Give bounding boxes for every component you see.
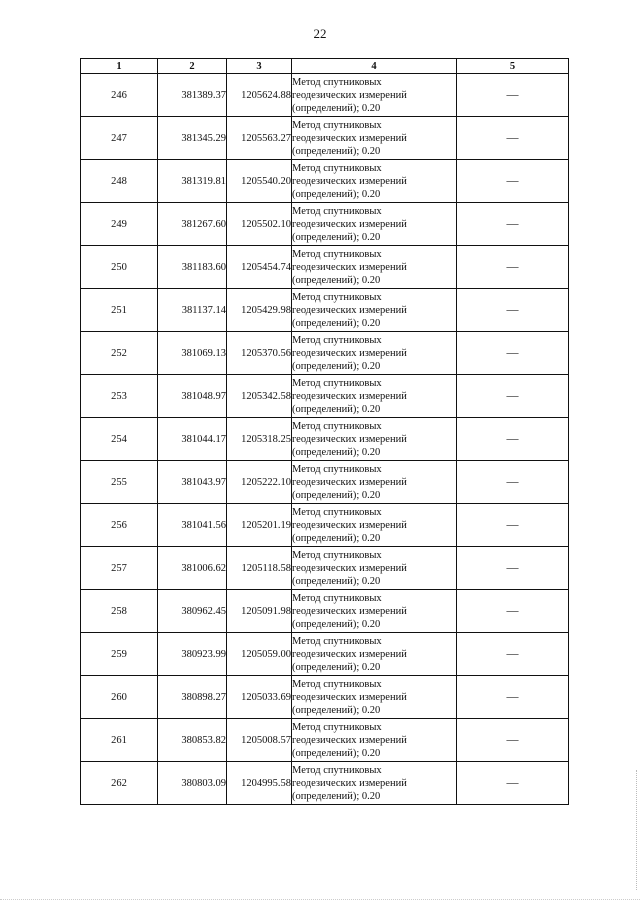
description-cell — [457, 160, 569, 203]
method-text-line: геодезических измерений — [292, 132, 407, 144]
y-coordinate-cell: 1205429.98 — [227, 289, 292, 332]
table-row — [81, 633, 569, 676]
description-cell — [457, 117, 569, 160]
header-col-4: 4 — [292, 59, 457, 74]
method-text-line: геодезических измерений — [292, 605, 407, 617]
method-text-line: геодезических измерений — [292, 648, 407, 660]
method-text-line: геодезических измерений — [292, 347, 407, 359]
method-text-line: геодезических измерений — [292, 218, 407, 230]
dash-mark: — — [506, 173, 519, 187]
description-cell — [457, 203, 569, 246]
header-col-3: 3 — [227, 59, 292, 74]
method-text-line: (определений); 0.20 — [292, 532, 381, 544]
description-cell — [457, 332, 569, 375]
page-number: 22 — [313, 26, 327, 41]
dash-mark: — — [506, 517, 519, 531]
method-cell — [292, 74, 457, 117]
x-coordinate-cell: 381044.17 — [158, 418, 227, 461]
method-cell — [292, 676, 457, 719]
dash-mark: — — [506, 87, 519, 101]
point-number-cell: 253 — [81, 375, 158, 418]
method-text-line: (определений); 0.20 — [292, 102, 381, 114]
method-text-line: Метод спутниковых — [292, 592, 382, 604]
point-number-cell: 251 — [81, 289, 158, 332]
method-cell — [292, 461, 457, 504]
method-text-line: геодезических измерений — [292, 519, 407, 531]
table-row — [81, 332, 569, 375]
method-cell — [292, 117, 457, 160]
method-text-line: (определений); 0.20 — [292, 704, 381, 716]
method-text-line: (определений); 0.20 — [292, 231, 381, 243]
table-row — [81, 74, 569, 117]
method-cell — [292, 160, 457, 203]
method-text-line: геодезических измерений — [292, 476, 407, 488]
method-text-line: геодезических измерений — [292, 261, 407, 273]
y-coordinate-cell: 1205033.69 — [227, 676, 292, 719]
y-coordinate-cell: 1205318.25 — [227, 418, 292, 461]
table-row — [81, 117, 569, 160]
y-coordinate-cell: 1205563.27 — [227, 117, 292, 160]
method-text-line: Метод спутниковых — [292, 162, 382, 174]
point-number-cell: 257 — [81, 547, 158, 590]
method-text-line: (определений); 0.20 — [292, 274, 381, 286]
method-cell — [292, 246, 457, 289]
method-text-line: Метод спутниковых — [292, 205, 382, 217]
method-text-line: геодезических измерений — [292, 562, 407, 574]
description-cell — [457, 676, 569, 719]
description-cell — [457, 418, 569, 461]
table-body — [81, 74, 569, 805]
method-cell — [292, 418, 457, 461]
dash-mark: — — [506, 302, 519, 316]
y-coordinate-cell: 1205222.10 — [227, 461, 292, 504]
method-text-line: геодезических измерений — [292, 89, 407, 101]
point-number-cell: 258 — [81, 590, 158, 633]
method-text-line: геодезических измерений — [292, 304, 407, 316]
table-row — [81, 289, 569, 332]
dash-mark: — — [506, 259, 519, 273]
method-cell — [292, 590, 457, 633]
method-text-line: (определений); 0.20 — [292, 575, 381, 587]
y-coordinate-cell: 1205342.58 — [227, 375, 292, 418]
method-text-line: геодезических измерений — [292, 734, 407, 746]
y-coordinate-cell: 1205454.74 — [227, 246, 292, 289]
method-cell — [292, 762, 457, 805]
y-coordinate-cell: 1205502.10 — [227, 203, 292, 246]
y-coordinate-cell: 1205201.19 — [227, 504, 292, 547]
method-cell — [292, 504, 457, 547]
method-text-line: (определений); 0.20 — [292, 446, 381, 458]
x-coordinate-cell: 381041.56 — [158, 504, 227, 547]
dash-mark: — — [506, 431, 519, 445]
description-cell — [457, 633, 569, 676]
x-coordinate-cell: 381389.37 — [158, 74, 227, 117]
x-coordinate-cell: 380803.09 — [158, 762, 227, 805]
table-row — [81, 418, 569, 461]
header-col-1: 1 — [81, 59, 158, 74]
coordinates-table — [80, 58, 569, 805]
y-coordinate-cell: 1205059.00 — [227, 633, 292, 676]
y-coordinate-cell: 1205540.20 — [227, 160, 292, 203]
table-row — [81, 461, 569, 504]
description-cell — [457, 762, 569, 805]
y-coordinate-cell: 1205624.88 — [227, 74, 292, 117]
dash-mark: — — [506, 345, 519, 359]
description-cell — [457, 461, 569, 504]
method-cell — [292, 289, 457, 332]
method-text-line: Метод спутниковых — [292, 334, 382, 346]
method-cell — [292, 719, 457, 762]
method-cell — [292, 547, 457, 590]
scan-artifact-right — [636, 770, 638, 890]
method-text-line: (определений); 0.20 — [292, 618, 381, 630]
y-coordinate-cell: 1205008.57 — [227, 719, 292, 762]
method-cell — [292, 375, 457, 418]
table-row — [81, 246, 569, 289]
point-number-cell: 256 — [81, 504, 158, 547]
table-row — [81, 762, 569, 805]
x-coordinate-cell: 381319.81 — [158, 160, 227, 203]
point-number-cell: 247 — [81, 117, 158, 160]
point-number-cell: 254 — [81, 418, 158, 461]
point-number-cell: 248 — [81, 160, 158, 203]
dash-mark: — — [506, 732, 519, 746]
x-coordinate-cell: 381137.14 — [158, 289, 227, 332]
method-text-line: (определений); 0.20 — [292, 188, 381, 200]
method-text-line: Метод спутниковых — [292, 764, 382, 776]
table-row — [81, 676, 569, 719]
dash-mark: — — [506, 474, 519, 488]
method-text-line: (определений); 0.20 — [292, 403, 381, 415]
table-row — [81, 547, 569, 590]
x-coordinate-cell: 381345.29 — [158, 117, 227, 160]
method-text-line: (определений); 0.20 — [292, 747, 381, 759]
point-number-cell: 261 — [81, 719, 158, 762]
dash-mark: — — [506, 603, 519, 617]
table-header-row — [81, 59, 569, 74]
method-text-line: геодезических измерений — [292, 175, 407, 187]
method-cell — [292, 633, 457, 676]
method-text-line: Метод спутниковых — [292, 248, 382, 260]
y-coordinate-cell: 1205091.98 — [227, 590, 292, 633]
table-row — [81, 203, 569, 246]
method-text-line: Метод спутниковых — [292, 635, 382, 647]
description-cell — [457, 246, 569, 289]
method-cell — [292, 203, 457, 246]
description-cell — [457, 590, 569, 633]
point-number-cell: 255 — [81, 461, 158, 504]
dash-mark: — — [506, 560, 519, 574]
table-row — [81, 504, 569, 547]
x-coordinate-cell: 380923.99 — [158, 633, 227, 676]
method-text-line: геодезических измерений — [292, 691, 407, 703]
table-row — [81, 719, 569, 762]
method-text-line: (определений); 0.20 — [292, 317, 381, 329]
dash-mark: — — [506, 388, 519, 402]
point-number-cell: 259 — [81, 633, 158, 676]
method-text-line: Метод спутниковых — [292, 506, 382, 518]
table-row — [81, 590, 569, 633]
method-text-line: Метод спутниковых — [292, 291, 382, 303]
method-text-line: (определений); 0.20 — [292, 145, 381, 157]
dash-mark: — — [506, 689, 519, 703]
description-cell — [457, 375, 569, 418]
description-cell — [457, 504, 569, 547]
description-cell — [457, 289, 569, 332]
method-text-line: Метод спутниковых — [292, 549, 382, 561]
x-coordinate-cell: 380853.82 — [158, 719, 227, 762]
method-text-line: (определений); 0.20 — [292, 661, 381, 673]
y-coordinate-cell: 1204995.58 — [227, 762, 292, 805]
method-cell — [292, 332, 457, 375]
point-number-cell: 260 — [81, 676, 158, 719]
table-row — [81, 160, 569, 203]
method-text-line: геодезических измерений — [292, 777, 407, 789]
method-text-line: (определений); 0.20 — [292, 360, 381, 372]
table-row — [81, 375, 569, 418]
point-number-cell: 262 — [81, 762, 158, 805]
x-coordinate-cell: 381006.62 — [158, 547, 227, 590]
method-text-line: Метод спутниковых — [292, 420, 382, 432]
x-coordinate-cell: 381043.97 — [158, 461, 227, 504]
dash-mark: — — [506, 646, 519, 660]
dash-mark: — — [506, 216, 519, 230]
method-text-line: Метод спутниковых — [292, 678, 382, 690]
y-coordinate-cell: 1205370.56 — [227, 332, 292, 375]
method-text-line: Метод спутниковых — [292, 119, 382, 131]
method-text-line: Метод спутниковых — [292, 463, 382, 475]
method-text-line: геодезических измерений — [292, 433, 407, 445]
method-text-line: (определений); 0.20 — [292, 790, 381, 802]
scan-artifact-bottom — [0, 899, 640, 901]
point-number-cell: 252 — [81, 332, 158, 375]
description-cell — [457, 547, 569, 590]
description-cell — [457, 74, 569, 117]
method-text-line: (определений); 0.20 — [292, 489, 381, 501]
dash-mark: — — [506, 130, 519, 144]
x-coordinate-cell: 380962.45 — [158, 590, 227, 633]
point-number-cell: 249 — [81, 203, 158, 246]
method-text-line: Метод спутниковых — [292, 377, 382, 389]
x-coordinate-cell: 381069.13 — [158, 332, 227, 375]
header-col-2: 2 — [158, 59, 227, 74]
method-text-line: геодезических измерений — [292, 390, 407, 402]
x-coordinate-cell: 381183.60 — [158, 246, 227, 289]
y-coordinate-cell: 1205118.58 — [227, 547, 292, 590]
header-col-5: 5 — [457, 59, 569, 74]
point-number-cell: 246 — [81, 74, 158, 117]
method-text-line: Метод спутниковых — [292, 721, 382, 733]
x-coordinate-cell: 380898.27 — [158, 676, 227, 719]
point-number-cell: 250 — [81, 246, 158, 289]
method-text-line: Метод спутниковых — [292, 76, 382, 88]
x-coordinate-cell: 381048.97 — [158, 375, 227, 418]
dash-mark: — — [506, 775, 519, 789]
x-coordinate-cell: 381267.60 — [158, 203, 227, 246]
description-cell — [457, 719, 569, 762]
